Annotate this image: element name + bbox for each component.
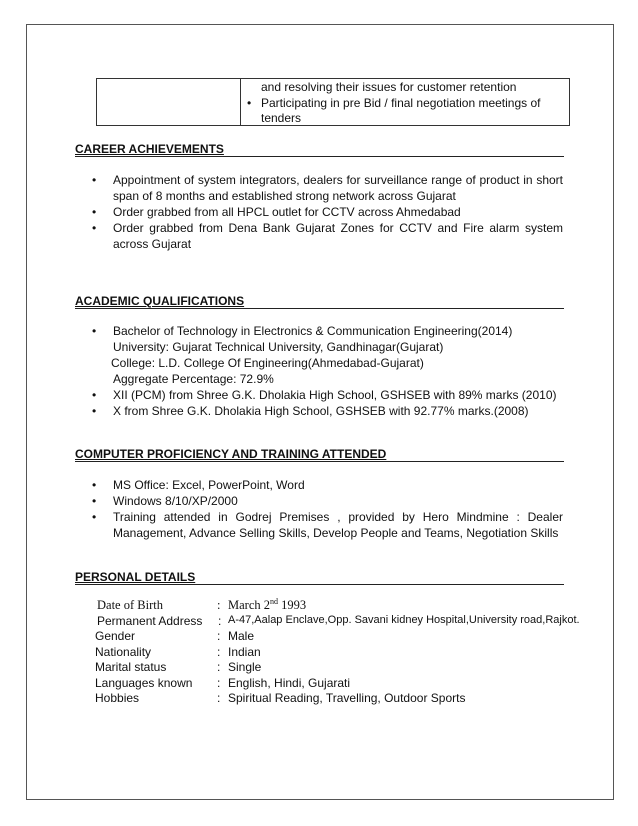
university-line: University: Gujarat Technical University, Gandhinagar(Gujarat) [113, 340, 444, 354]
colon: : [217, 691, 221, 705]
address-value: A-47,Aalap Enclave,Opp. Savani kidney Hospital,University road,Rajkot. [228, 613, 580, 626]
dob-value: March 2nd 1993 [228, 596, 307, 612]
list-item: • Appointment of system integrators, dealers for surveillance range of product in short span of 8 months and established strong network across Gujarat [92, 173, 563, 203]
list-item: • XII (PCM) from Shree G.K. Dholakia High School, GSHSEB with 89% marks (2010) [92, 388, 557, 402]
personal-heading: PERSONAL DETAILS [75, 570, 564, 585]
bullet-icon: • [92, 205, 97, 219]
list-item: • Windows 8/10/XP/2000 [92, 494, 238, 508]
list-item: • Training attended in Godrej Premises , provided by Hero Mindmine : Dealer Management, Advance Selling Skills, Develop People and Teams, Negotiation Skills [92, 510, 563, 540]
address-label: Permanent Address [97, 613, 203, 628]
bullet-icon: • [92, 494, 97, 508]
gender-label: Gender [95, 629, 136, 643]
academic-list [92, 323, 563, 419]
aggregate-line: Aggregate Percentage: 72.9% [113, 372, 274, 386]
academic-heading: ACADEMIC QUALIFICATIONS [75, 294, 564, 309]
computer-heading: COMPUTER PROFICIENCY AND TRAINING ATTENDED [75, 447, 564, 462]
hobbies-label: Hobbies [95, 691, 140, 705]
list-item: • MS Office: Excel, PowerPoint, Word [92, 478, 305, 492]
marital-label: Marital status [95, 660, 167, 674]
list-item: • Order grabbed from all HPCL outlet for CCTV across Ahmedabad [92, 205, 461, 219]
hobbies-value: Spiritual Reading, Travelling, Outdoor Sports [228, 691, 466, 705]
bullet-icon: • [92, 173, 97, 187]
bullet-icon: • [92, 404, 97, 418]
colon: : [217, 660, 221, 674]
dob-label: Date of Birth [97, 598, 163, 612]
table-column-divider [240, 79, 241, 125]
colon: : [217, 629, 221, 643]
list-item: • X from Shree G.K. Dholakia High School, GSHSEB with 92.77% marks.(2008) [92, 404, 529, 418]
list-item: • Bachelor of Technology in Electronics & Communication Engineering(2014) [92, 324, 513, 338]
table-line-3: tenders [261, 111, 302, 125]
colon: : [217, 598, 221, 612]
bullet-icon: • [247, 95, 252, 110]
colon: : [218, 613, 222, 628]
career-list [92, 172, 563, 252]
gender-value: Male [228, 629, 255, 643]
bullet-icon: • [92, 324, 97, 338]
marital-value: Single [228, 660, 262, 674]
career-heading: CAREER ACHIEVEMENTS [75, 142, 564, 157]
table-bullet-text: Participating in pre Bid / final negotiation meetings of [261, 95, 541, 110]
bullet-icon: • [92, 388, 97, 402]
bullet-icon: • [92, 221, 97, 235]
college-line: College: L.D. College Of Engineering(Ahmedabad-Gujarat) [111, 356, 424, 370]
computer-list [92, 477, 563, 541]
nationality-label: Nationality [95, 644, 152, 659]
colon: : [217, 675, 221, 690]
table-bullet-item [247, 95, 561, 112]
list-item: • Order grabbed from Dena Bank Gujarat Zones for CCTV and Fire alarm system across Gujarat [92, 221, 563, 251]
nationality-value: Indian [228, 644, 261, 659]
bullet-icon: • [92, 510, 97, 524]
experience-table-fragment [96, 78, 570, 126]
languages-label: Languages known [95, 675, 193, 690]
table-cell [247, 80, 561, 127]
bullet-icon: • [92, 478, 97, 492]
table-line-1: and resolving their issues for customer retention [261, 80, 517, 94]
languages-value: English, Hindi, Gujarati [228, 675, 351, 690]
colon: : [217, 644, 221, 659]
